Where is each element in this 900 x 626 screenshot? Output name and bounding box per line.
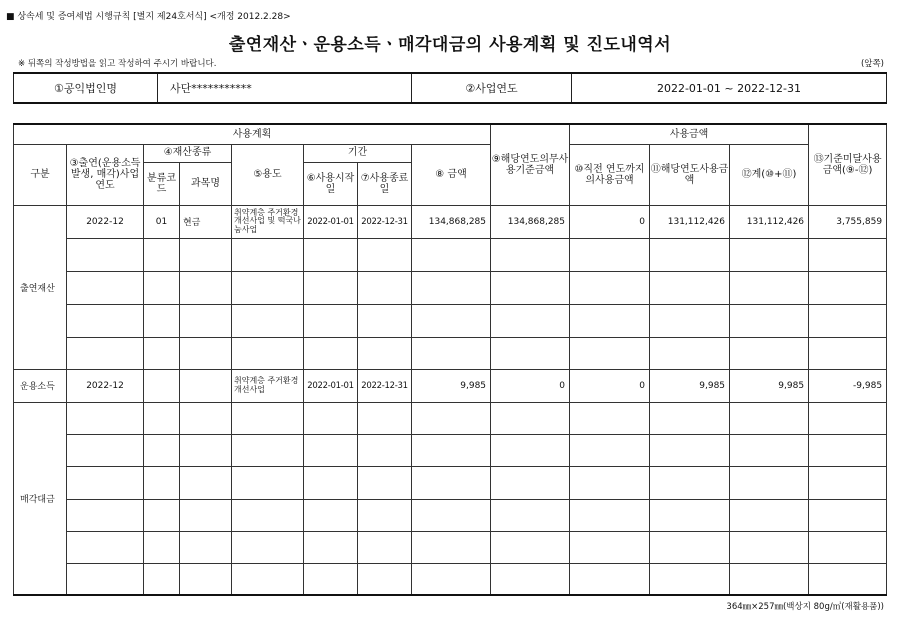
business-year-label: ②사업연도 [412, 73, 572, 103]
cell-mandatory: 134,868,285 [491, 205, 570, 238]
asset-type-header: ④재산종류 [144, 144, 232, 162]
contribution-year-header: ③출연(운용소득 발생, 매각)사업연도 [67, 144, 144, 205]
table-row [14, 205, 887, 238]
cell-prev-years: 0 [570, 369, 650, 402]
cell-this-year: 9,985 [650, 369, 730, 402]
cell-mandatory: 0 [491, 369, 570, 402]
cell-shortfall: -9,985 [809, 369, 887, 402]
cell-start-date: 2022-01-01 [304, 369, 358, 402]
purpose-header: ⑤용도 [232, 144, 304, 205]
cell-purpose: 취약계층 주거환경개선사업 및 떡국나눔사업 [232, 205, 304, 238]
cell-class-code: 01 [144, 205, 180, 238]
table-row [14, 402, 887, 434]
amount-header: ⑧ 금액 [412, 144, 491, 205]
table-row [14, 531, 887, 563]
table-row [14, 304, 887, 337]
cell-end-date: 2022-12-31 [358, 369, 412, 402]
class-code-header: 분류코드 [144, 162, 180, 205]
page-side-label: (앞쪽) [860, 59, 884, 69]
cell-year: 2022-12 [67, 369, 144, 402]
cell-start-date: 2022-01-01 [304, 205, 358, 238]
cell-shortfall: 3,755,859 [809, 205, 887, 238]
cell-account-name: 현금 [180, 205, 232, 238]
cell-class-code [144, 369, 180, 402]
corp-name-label: ①공익법인명 [14, 73, 158, 103]
table-row [14, 337, 887, 369]
account-name-header: 과목명 [180, 162, 232, 205]
prev-years-header: ⑩직전 연도까지의사용금액 [570, 144, 650, 205]
cell-amount: 9,985 [412, 369, 491, 402]
table-row [14, 238, 887, 271]
mandatory-header: ⑨해당연도의무사용기준금액 [491, 124, 570, 205]
cell-prev-years: 0 [570, 205, 650, 238]
total-header: ⑫계(⑩+⑪) [730, 144, 809, 205]
usage-plan-table [13, 123, 887, 596]
form-header-line: ■ 상속세 및 증여세법 시행규칙 [별지 제24호서식] <개정 2012.2.28> [6, 12, 291, 22]
group-contribution: 출연재산 [14, 205, 67, 369]
cell-amount: 134,868,285 [412, 205, 491, 238]
paper-spec-footer: 364㎜×257㎜(백상지 80g/㎡(재활용품)) [726, 602, 884, 612]
table-row [14, 499, 887, 531]
table-row [14, 466, 887, 499]
cell-end-date: 2022-12-31 [358, 205, 412, 238]
group-operating-income: 운용소득 [14, 369, 67, 402]
form-title: 출연재산ㆍ운용소득ㆍ매각대금의 사용계획 및 진도내역서 [228, 35, 672, 55]
usage-plan-header: 사용계획 [14, 124, 491, 144]
this-year-header: ⑪해당연도사용금액 [650, 144, 730, 205]
table-row [14, 271, 887, 304]
cell-this-year: 131,112,426 [650, 205, 730, 238]
usage-amount-header: 사용금액 [570, 124, 809, 144]
shortfall-header: ⑬기준미달사용금액(⑨-⑫) [809, 124, 887, 205]
instruction-note: ※ 뒤쪽의 작성방법을 읽고 작성하여 주시기 바랍니다. [18, 59, 217, 69]
business-year-value: 2022-01-01 ~ 2022-12-31 [572, 73, 887, 103]
category-header: 구분 [14, 144, 67, 205]
start-date-header: ⑥사용시작일 [304, 162, 358, 205]
end-date-header: ⑦사용종료일 [358, 162, 412, 205]
cell-total: 9,985 [730, 369, 809, 402]
corporation-info-table [13, 72, 887, 104]
table-row [14, 563, 887, 595]
cell-total: 131,112,426 [730, 205, 809, 238]
cell-purpose: 취약계층 주거환경개선사업 [232, 369, 304, 402]
table-row [14, 434, 887, 466]
period-header: 기간 [304, 144, 412, 162]
table-row [14, 369, 887, 402]
cell-year: 2022-12 [67, 205, 144, 238]
group-sale-proceeds: 매각대금 [14, 402, 67, 595]
cell-account-name [180, 369, 232, 402]
corp-name-value: 사단*********** [158, 73, 412, 103]
